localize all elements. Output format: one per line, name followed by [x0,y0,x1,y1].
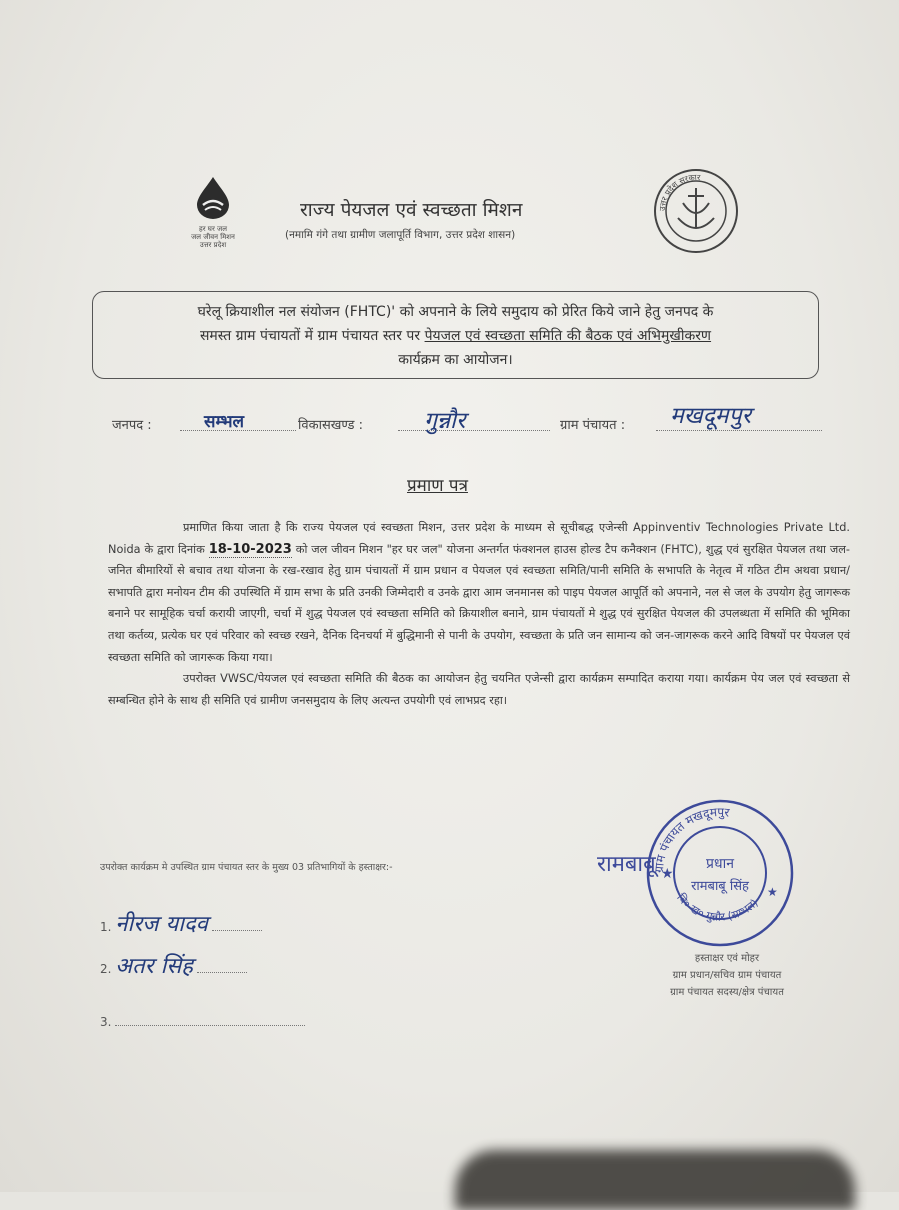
para1-part-b: को जल जीवन मिशन "हर घर जल" योजना अन्तर्गत फंक्शनल हाउस होल्ड टैप कनैक्शन (FHTC), शुद्ध एवं सुरक्षित पेयजल तथा जल-जनित बीमारियों से बचाव तथा योजना के रख-रखाव हेतु ग्राम पंचायतों में ग्राम प्रधान व पेयजल एवं स्वच्छता समिति/पानी समिति के सभापति के नेतृत्व में गठित टीम अथवा प्रधान/सभापति द्वारा मनोयन टीम की उपस्थिति में ग्राम सभा के प्रति उनकी जिम्मेदारी व उनके द्वारा आम जनमानस को पाइप पेयजल आपूर्ति को अपनाने, नल से जल के उपयोग हेतु जागरूक बनाने पर सामूहिक चर्चा करायी जाएगी, चर्चा में शुद्ध पेयजल एवं स्वच्छता समिति को क्रियाशील बनाने, ग्राम पंचायतों मे शुद्ध एवं सुरक्षित पेयजल की उपलब्धता में समिति की भूमिका तथा कर्तव्य, प्रत्येक घर एवं परिवार को स्वच्छ रखने, दैनिक दिनचर्या में बुद्धिमानी से पानी के उपयोग, स्वच्छता के प्रति जन सामान्य को जन-जागरूक करने आदि विषयों पर पेयजल एवं स्वच्छता समिति को जागरूक किया गया। [108,542,851,664]
seal-text: उत्तर प्रदेश सरकार [657,172,701,212]
logo-text-3: उत्तर प्रदेश [199,241,227,249]
svg-text:उत्तर प्रदेश सरकार [658,173,701,211]
stamp-caption-2: ग्राम प्रधान/सचिव ग्राम पंचायत [672,970,782,981]
logo-text-2: जल जीवन मिशन [191,233,235,241]
stamp-star-right: ★ [767,885,778,899]
signature-number-3: 3. [100,1015,112,1029]
signature-row-2 [100,950,247,980]
banner-line-3: कार्यक्रम का आयोजन। [398,352,513,368]
district-label: जनपद : [112,418,152,433]
signature-row-3 [100,1015,305,1029]
signature-row-1 [100,908,262,938]
stamp-star-left: ★ [661,866,674,882]
signature-number-1: 1. [100,920,112,934]
panchayat-label: ग्राम पंचायत : [560,418,626,433]
certificate-paragraph-1 [108,517,850,668]
district-field [180,411,296,431]
signatures-intro: उपरोक्त कार्यक्रम मे उपस्थित ग्राम पंचायत स्तर के मुख्य 03 प्रतिभागियों के हस्ताक्षर:- [100,862,393,873]
stamp-ring-text: ग्राम पंचायत मखदूमपुर [651,804,731,874]
block-field [398,408,550,434]
block-label: विकासखण्ड : [298,418,364,433]
stamp-title: प्रधान [706,856,734,872]
stamp-caption-3: ग्राम पंचायत सदस्य/क्षेत्र पंचायत [670,987,784,998]
water-drop-icon [193,175,233,221]
banner-line-2-underlined: पेयजल एवं स्वच्छता समिति की बैठक एवं अभिमुखीकरण [424,328,712,344]
block-value: गुन्नौर [424,408,466,434]
pradhan-stamp [645,798,795,948]
program-date: 18-10-2023 [208,541,292,557]
photo-shadow [455,1150,855,1210]
banner-line-2-text: समस्त ग्राम पंचायतों में ग्राम पंचायत स्तर पर [199,328,425,344]
para1-part-a: प्रमाणित किया जाता है कि राज्य पेयजल एवं स्वच्छता मिशन, उत्तर प्रदेश के माध्यम से सूचीबद्ध एजेन्सी Appinventiv Technologies Private Ltd. Noida के द्वारा दिनांक [108,521,850,556]
panchayat-value: मखदूमपुर [670,403,752,429]
program-banner [92,291,819,379]
stamp-bottom-text: वि० ख० गुन्नौर (सम्भल) [674,891,761,924]
certificate-paragraph-2: उपरोक्त VWSC/पेयजल एवं स्वच्छता समिति की बैठक का आयोजन हेतु चयनित एजेन्सी द्वारा कार्यक्रम सम्पादित कराया गया। कार्यक्रम पेय जल एवं स्वच्छता से सम्बन्धित होने के साथ ही समिति एवं ग्रामीण जनसमुदाय के लिए अत्यन्त उपयोगी एवं लाभप्रद रहा। [108,672,850,707]
banner-line-2 [93,324,818,348]
stamp-caption-1: हस्ताक्षर एवं मोहर [694,953,760,964]
signature-number-2: 2. [100,962,112,976]
certificate-body [108,517,850,711]
mission-subtitle: (नमामि गंगे तथा ग्रामीण जलापूर्ति विभाग, उत्तर प्रदेश शासन) [285,229,516,241]
stamp-name: रामबाबू सिंह [691,879,749,894]
participant-signature-2: अतर सिंह [115,954,193,979]
district-value: सम्भल [204,412,245,432]
stamp-caption [627,950,827,1001]
participant-signature-1: नीरज यादव [115,912,208,937]
har-ghar-jal-logo [178,175,248,255]
certificate-title: प्रमाण पत्र [407,476,468,496]
seal-emblem-icon [653,168,739,254]
svg-text:वि० ख० गुन्नौर (सम्भल) [674,891,760,924]
banner-line-1: घरेलू क्रियाशील नल संयोजन (FHTC)' को अपनाने के लिये समुदाय को प्रेरित किये जाने हेतु जनपद के [197,304,714,320]
pradhan-signature: रामबाबू [597,852,656,877]
logo-text-1: हर घर जल [199,225,227,233]
mission-title: राज्य पेयजल एवं स्वच्छता मिशन [300,199,523,221]
round-stamp-icon [645,798,795,948]
panchayat-field [656,403,822,431]
up-government-seal [653,168,739,254]
